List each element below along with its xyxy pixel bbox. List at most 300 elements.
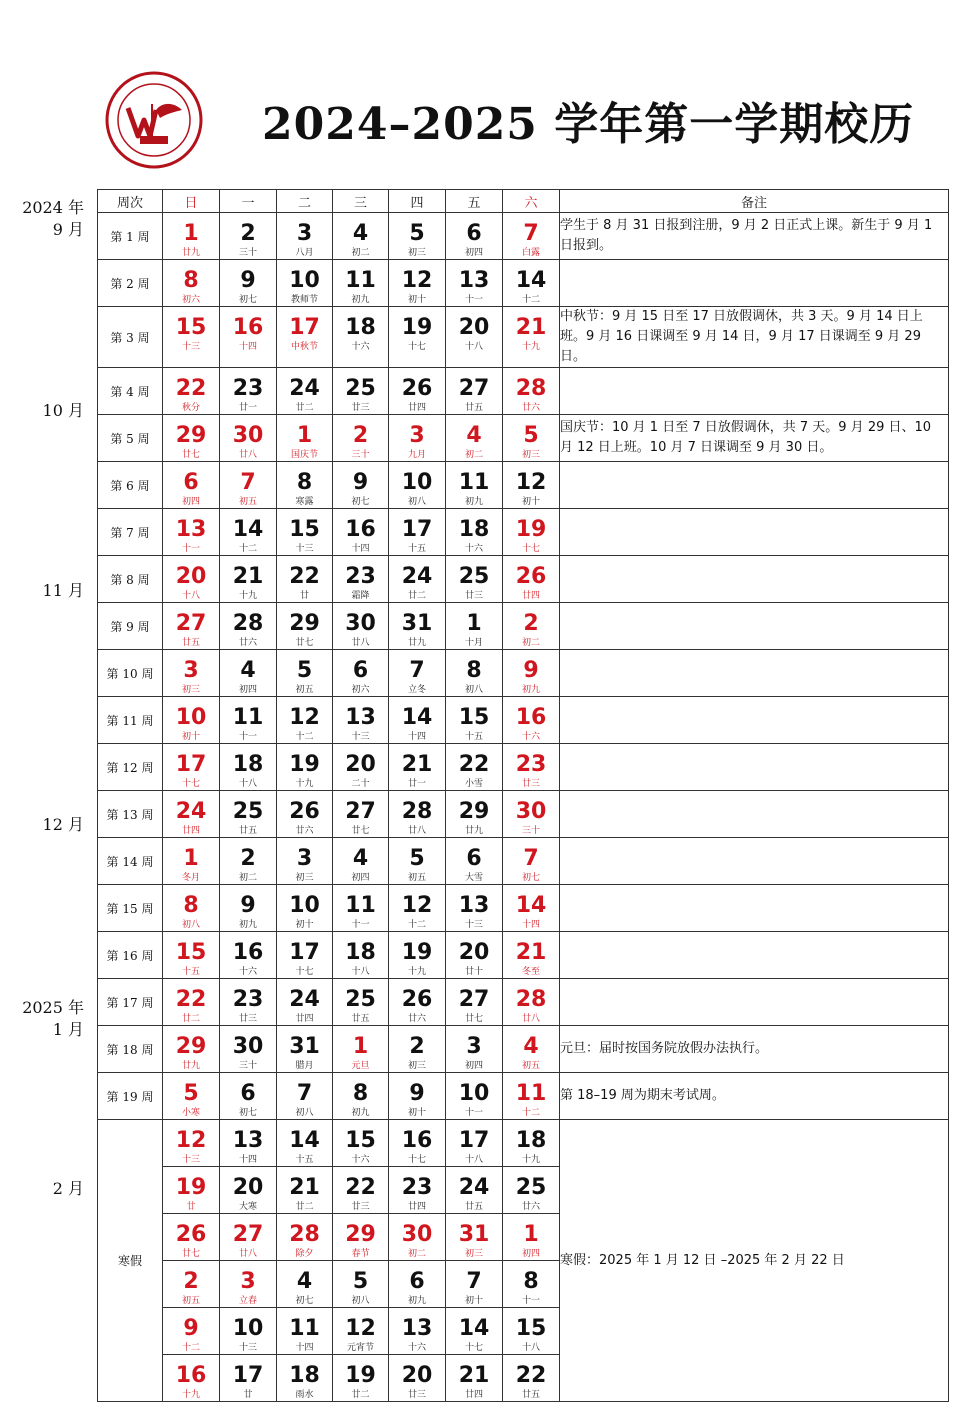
day-cell bbox=[446, 885, 503, 932]
day-number: 14 bbox=[515, 268, 547, 293]
day-cell bbox=[446, 932, 503, 979]
lunar-date: 十三 bbox=[238, 1343, 257, 1353]
day-number: 9 bbox=[240, 268, 256, 293]
day-number: 16 bbox=[175, 1363, 207, 1388]
day-number: 19 bbox=[401, 940, 433, 965]
lunar-date: 廿 bbox=[243, 1390, 253, 1400]
day-header-fri: 五 bbox=[446, 190, 503, 213]
day-cell bbox=[163, 650, 220, 697]
day-cell bbox=[277, 650, 333, 697]
lunar-date: 初三 bbox=[295, 873, 314, 883]
week-row bbox=[98, 744, 949, 791]
day-number: 1 bbox=[466, 611, 482, 636]
note-cell bbox=[560, 650, 949, 697]
week-label: 第 15 周 bbox=[98, 885, 163, 932]
day-number: 14 bbox=[289, 1128, 320, 1153]
week-label: 第 19 周 bbox=[98, 1073, 163, 1120]
day-number: 8 bbox=[296, 470, 313, 495]
day-number: 16 bbox=[401, 1128, 433, 1153]
lunar-date: 国庆节 bbox=[290, 450, 318, 460]
day-cell bbox=[220, 1261, 277, 1308]
day-number: 15 bbox=[175, 940, 207, 965]
day-number: 21 bbox=[515, 940, 547, 965]
day-cell bbox=[163, 1308, 220, 1355]
day-number: 12 bbox=[289, 705, 320, 730]
day-cell bbox=[277, 838, 333, 885]
lunar-date: 冬月 bbox=[181, 873, 200, 883]
day-cell bbox=[277, 791, 333, 838]
day-number: 5 bbox=[409, 221, 425, 246]
day-number: 27 bbox=[175, 611, 207, 636]
day-cell bbox=[333, 1120, 389, 1167]
day-number: 16 bbox=[515, 705, 547, 730]
lunar-date: 初十 bbox=[407, 295, 426, 305]
day-cell bbox=[503, 213, 560, 260]
day-number: 19 bbox=[289, 752, 320, 777]
day-cell bbox=[389, 885, 446, 932]
day-cell bbox=[163, 1214, 220, 1261]
lunar-date: 廿七 bbox=[464, 1014, 483, 1024]
day-cell bbox=[333, 1214, 389, 1261]
lunar-date: 廿五 bbox=[464, 1202, 483, 1212]
week-label: 第 2 周 bbox=[98, 260, 163, 307]
lunar-date: 十七 bbox=[181, 779, 200, 789]
day-number: 20 bbox=[175, 564, 207, 589]
day-cell bbox=[389, 462, 446, 509]
day-number: 14 bbox=[232, 517, 264, 542]
lunar-date: 初四 bbox=[238, 685, 257, 695]
day-number: 26 bbox=[401, 376, 433, 401]
lunar-date: 十二 bbox=[407, 920, 426, 930]
lunar-date: 初四 bbox=[181, 497, 200, 507]
day-number: 14 bbox=[401, 705, 433, 730]
day-number: 1 bbox=[523, 1222, 539, 1247]
lunar-date: 初五 bbox=[181, 1296, 200, 1306]
lunar-date: 廿五 bbox=[238, 826, 257, 836]
day-cell bbox=[277, 1308, 333, 1355]
day-number: 28 bbox=[515, 987, 547, 1012]
day-cell bbox=[389, 509, 446, 556]
day-cell bbox=[163, 791, 220, 838]
day-number: 2 bbox=[240, 846, 256, 871]
note-cell bbox=[560, 462, 949, 509]
day-number: 29 bbox=[175, 1034, 207, 1059]
day-cell bbox=[163, 979, 220, 1026]
lunar-date: 廿八 bbox=[238, 450, 257, 460]
lunar-date: 初三 bbox=[521, 450, 540, 460]
day-cell bbox=[389, 213, 446, 260]
lunar-date: 初五 bbox=[407, 873, 426, 883]
day-cell bbox=[503, 979, 560, 1026]
day-cell bbox=[446, 509, 503, 556]
day-number: 23 bbox=[345, 564, 376, 589]
day-number: 2 bbox=[352, 423, 369, 448]
lunar-date: 立冬 bbox=[407, 685, 426, 695]
lunar-date: 十二 bbox=[295, 732, 314, 742]
lunar-date: 廿八 bbox=[238, 1249, 257, 1259]
lunar-date: 初二 bbox=[407, 1249, 426, 1259]
lunar-date: 初三 bbox=[181, 685, 200, 695]
day-header-wed: 三 bbox=[333, 190, 389, 213]
day-number: 22 bbox=[175, 376, 207, 401]
day-number: 6 bbox=[409, 1269, 425, 1294]
day-cell bbox=[446, 650, 503, 697]
note-cell bbox=[560, 744, 949, 791]
week-row bbox=[98, 368, 949, 415]
day-number: 27 bbox=[458, 987, 490, 1012]
lunar-date: 廿二 bbox=[407, 591, 426, 601]
lunar-date: 初三 bbox=[407, 1061, 426, 1071]
day-cell bbox=[446, 1261, 503, 1308]
day-cell bbox=[277, 368, 333, 415]
lunar-date: 廿四 bbox=[407, 403, 426, 413]
week-label: 第 18 周 bbox=[98, 1026, 163, 1073]
day-number: 18 bbox=[289, 1363, 320, 1388]
lunar-date: 初九 bbox=[238, 920, 257, 930]
day-number: 11 bbox=[345, 893, 376, 918]
lunar-date: 十五 bbox=[181, 967, 200, 977]
day-number: 6 bbox=[466, 221, 482, 246]
day-number: 17 bbox=[232, 1363, 264, 1388]
day-number: 9 bbox=[352, 470, 369, 495]
day-number: 16 bbox=[232, 315, 264, 340]
winter-note: 寒假：2025 年 1 月 12 日 –2025 年 2 月 22 日 bbox=[560, 1120, 949, 1402]
day-cell bbox=[333, 415, 389, 462]
week-row bbox=[98, 556, 949, 603]
day-cell bbox=[163, 213, 220, 260]
lunar-date: 廿二 bbox=[351, 1390, 370, 1400]
day-cell bbox=[503, 885, 560, 932]
day-number: 19 bbox=[175, 1175, 207, 1200]
day-number: 16 bbox=[345, 517, 376, 542]
lunar-date: 十七 bbox=[464, 1343, 483, 1353]
day-cell bbox=[503, 932, 560, 979]
day-cell bbox=[503, 1261, 560, 1308]
day-number: 3 bbox=[240, 1269, 256, 1294]
day-cell bbox=[220, 650, 277, 697]
lunar-date: 雨水 bbox=[295, 1390, 314, 1400]
lunar-date: 十六 bbox=[464, 544, 483, 554]
day-number: 30 bbox=[515, 799, 547, 824]
day-number: 18 bbox=[345, 940, 376, 965]
note-cell bbox=[560, 260, 949, 307]
day-number: 30 bbox=[232, 423, 264, 448]
day-cell bbox=[333, 509, 389, 556]
day-cell bbox=[163, 307, 220, 368]
day-number: 18 bbox=[345, 315, 376, 340]
lunar-date: 八月 bbox=[295, 248, 314, 258]
day-cell bbox=[163, 415, 220, 462]
lunar-date: 廿四 bbox=[181, 826, 200, 836]
lunar-date: 三十 bbox=[351, 450, 370, 460]
day-number: 15 bbox=[458, 705, 490, 730]
lunar-date: 廿七 bbox=[181, 450, 200, 460]
day-cell bbox=[503, 260, 560, 307]
day-cell bbox=[503, 1355, 560, 1402]
lunar-date: 十八 bbox=[181, 591, 200, 601]
day-number: 15 bbox=[289, 517, 320, 542]
day-number: 17 bbox=[458, 1128, 490, 1153]
lunar-date: 十四 bbox=[238, 342, 257, 352]
lunar-date: 十一 bbox=[521, 1296, 540, 1306]
day-cell bbox=[389, 1120, 446, 1167]
day-cell bbox=[333, 838, 389, 885]
day-number: 21 bbox=[458, 1363, 490, 1388]
day-cell bbox=[333, 1308, 389, 1355]
day-number: 8 bbox=[523, 1269, 539, 1294]
day-number: 9 bbox=[183, 1316, 199, 1341]
day-cell bbox=[163, 1073, 220, 1120]
lunar-date: 十四 bbox=[351, 544, 370, 554]
day-number: 2 bbox=[409, 1034, 425, 1059]
day-number: 8 bbox=[183, 268, 199, 293]
day-number: 10 bbox=[401, 470, 433, 495]
day-number: 12 bbox=[401, 893, 433, 918]
lunar-date: 初十 bbox=[295, 920, 314, 930]
lunar-date: 廿三 bbox=[464, 591, 483, 601]
day-cell bbox=[277, 932, 333, 979]
lunar-date: 廿八 bbox=[407, 826, 426, 836]
day-cell bbox=[277, 415, 333, 462]
month-label: 2 月 bbox=[52, 1179, 84, 1198]
day-number: 12 bbox=[515, 470, 547, 495]
day-cell bbox=[446, 307, 503, 368]
day-number: 17 bbox=[289, 940, 320, 965]
day-cell bbox=[277, 1073, 333, 1120]
day-cell bbox=[446, 556, 503, 603]
lunar-date: 初八 bbox=[407, 497, 426, 507]
day-number: 28 bbox=[289, 1222, 320, 1247]
lunar-date: 廿五 bbox=[351, 1014, 370, 1024]
day-cell bbox=[389, 1026, 446, 1073]
day-number: 11 bbox=[232, 705, 264, 730]
day-number: 29 bbox=[175, 423, 207, 448]
day-number: 4 bbox=[296, 1269, 313, 1294]
lunar-date: 中秋节 bbox=[290, 342, 318, 352]
lunar-date: 初九 bbox=[407, 1296, 426, 1306]
day-cell bbox=[163, 556, 220, 603]
day-number: 31 bbox=[401, 611, 433, 636]
day-cell bbox=[163, 368, 220, 415]
lunar-date: 十月 bbox=[464, 638, 483, 648]
day-number: 15 bbox=[515, 1316, 547, 1341]
note-cell bbox=[560, 838, 949, 885]
day-cell bbox=[389, 1073, 446, 1120]
day-number: 9 bbox=[523, 658, 539, 683]
lunar-date: 廿四 bbox=[521, 591, 540, 601]
day-number: 5 bbox=[183, 1081, 199, 1106]
day-number: 10 bbox=[289, 893, 320, 918]
day-cell bbox=[220, 838, 277, 885]
day-number: 5 bbox=[352, 1269, 369, 1294]
month-label: 11 月 bbox=[42, 581, 84, 600]
day-cell bbox=[163, 838, 220, 885]
day-number: 3 bbox=[296, 846, 313, 871]
week-label: 第 12 周 bbox=[98, 744, 163, 791]
lunar-date: 廿三 bbox=[407, 1390, 426, 1400]
lunar-date: 廿二 bbox=[295, 1202, 314, 1212]
day-cell bbox=[220, 697, 277, 744]
day-number: 29 bbox=[458, 799, 490, 824]
day-cell bbox=[333, 213, 389, 260]
lunar-date: 初八 bbox=[464, 685, 483, 695]
lunar-date: 初七 bbox=[521, 873, 540, 883]
lunar-date: 初五 bbox=[238, 497, 257, 507]
day-number: 10 bbox=[289, 268, 320, 293]
lunar-date: 小雪 bbox=[464, 779, 483, 789]
lunar-date: 十一 bbox=[238, 732, 257, 742]
day-cell bbox=[503, 1308, 560, 1355]
day-number: 13 bbox=[345, 705, 376, 730]
day-cell bbox=[277, 744, 333, 791]
note-cell bbox=[560, 885, 949, 932]
lunar-date: 十一 bbox=[351, 920, 370, 930]
day-number: 28 bbox=[232, 611, 264, 636]
lunar-date: 廿四 bbox=[407, 1202, 426, 1212]
day-header-thu: 四 bbox=[389, 190, 446, 213]
day-number: 21 bbox=[289, 1175, 320, 1200]
day-cell bbox=[220, 932, 277, 979]
note-cell bbox=[560, 556, 949, 603]
day-header-tue: 二 bbox=[277, 190, 333, 213]
day-cell bbox=[277, 979, 333, 1026]
day-cell bbox=[446, 1026, 503, 1073]
lunar-date: 十二 bbox=[521, 295, 540, 305]
week-label: 第 8 周 bbox=[98, 556, 163, 603]
day-cell bbox=[503, 650, 560, 697]
lunar-date: 廿二 bbox=[181, 1014, 200, 1024]
day-number: 4 bbox=[240, 658, 256, 683]
lunar-date: 初三 bbox=[407, 248, 426, 258]
day-number: 26 bbox=[515, 564, 547, 589]
lunar-date: 冬至 bbox=[521, 967, 540, 977]
lunar-date: 初九 bbox=[351, 295, 370, 305]
day-number: 27 bbox=[345, 799, 376, 824]
day-cell bbox=[389, 932, 446, 979]
lunar-date: 廿五 bbox=[181, 638, 200, 648]
week-row bbox=[98, 885, 949, 932]
lunar-date: 初十 bbox=[181, 732, 200, 742]
lunar-date: 初四 bbox=[351, 873, 370, 883]
day-number: 12 bbox=[401, 268, 433, 293]
day-number: 6 bbox=[240, 1081, 256, 1106]
day-number: 19 bbox=[401, 315, 433, 340]
day-cell bbox=[389, 603, 446, 650]
day-number: 20 bbox=[401, 1363, 433, 1388]
lunar-date: 十七 bbox=[407, 342, 426, 352]
lunar-date: 十六 bbox=[351, 1155, 370, 1165]
lunar-date: 廿九 bbox=[407, 638, 426, 648]
lunar-date: 初三 bbox=[464, 1249, 483, 1259]
day-cell bbox=[389, 1355, 446, 1402]
day-cell bbox=[333, 932, 389, 979]
lunar-date: 寒露 bbox=[295, 497, 314, 507]
day-cell bbox=[446, 1120, 503, 1167]
day-cell bbox=[503, 462, 560, 509]
day-number: 29 bbox=[345, 1222, 376, 1247]
day-cell bbox=[446, 260, 503, 307]
header-row bbox=[98, 190, 949, 213]
lunar-date: 十二 bbox=[181, 1343, 200, 1353]
day-number: 4 bbox=[352, 221, 369, 246]
day-cell bbox=[163, 509, 220, 556]
lunar-date: 十四 bbox=[295, 1343, 314, 1353]
lunar-date: 初五 bbox=[521, 1061, 540, 1071]
note-cell bbox=[560, 603, 949, 650]
day-cell bbox=[389, 1308, 446, 1355]
week-label: 第 17 周 bbox=[98, 979, 163, 1026]
lunar-date: 白露 bbox=[521, 248, 540, 258]
day-number: 11 bbox=[458, 470, 490, 495]
week-row bbox=[98, 697, 949, 744]
lunar-date: 廿六 bbox=[407, 1014, 426, 1024]
day-cell bbox=[389, 979, 446, 1026]
day-number: 31 bbox=[458, 1222, 490, 1247]
day-number: 3 bbox=[466, 1034, 482, 1059]
day-cell bbox=[389, 556, 446, 603]
day-header-sun: 日 bbox=[163, 190, 220, 213]
note-cell bbox=[560, 791, 949, 838]
day-number: 30 bbox=[345, 611, 376, 636]
day-cell bbox=[333, 260, 389, 307]
day-number: 24 bbox=[458, 1175, 490, 1200]
day-cell bbox=[220, 368, 277, 415]
day-cell bbox=[220, 462, 277, 509]
day-cell bbox=[446, 1214, 503, 1261]
day-number: 21 bbox=[515, 315, 547, 340]
lunar-date: 十三 bbox=[181, 342, 200, 352]
day-number: 9 bbox=[240, 893, 256, 918]
day-cell bbox=[277, 697, 333, 744]
day-number: 10 bbox=[232, 1316, 264, 1341]
day-number: 7 bbox=[296, 1081, 313, 1106]
day-number: 4 bbox=[523, 1034, 539, 1059]
day-number: 22 bbox=[458, 752, 490, 777]
day-number: 28 bbox=[401, 799, 433, 824]
week-label: 第 3 周 bbox=[98, 307, 163, 368]
day-cell bbox=[277, 1355, 333, 1402]
lunar-date: 十九 bbox=[521, 1155, 540, 1165]
day-number: 8 bbox=[466, 658, 482, 683]
day-number: 20 bbox=[345, 752, 376, 777]
day-cell bbox=[333, 368, 389, 415]
day-cell bbox=[333, 885, 389, 932]
university-logo-icon bbox=[104, 70, 204, 170]
lunar-date: 十六 bbox=[407, 1343, 426, 1353]
note-cell bbox=[560, 932, 949, 979]
day-number: 21 bbox=[401, 752, 433, 777]
lunar-date: 三十 bbox=[238, 1061, 257, 1071]
day-number: 27 bbox=[458, 376, 490, 401]
lunar-date: 初二 bbox=[238, 873, 257, 883]
day-number: 21 bbox=[232, 564, 264, 589]
day-cell bbox=[446, 744, 503, 791]
lunar-date: 初九 bbox=[351, 1108, 370, 1118]
lunar-date: 初二 bbox=[351, 248, 370, 258]
lunar-date: 十二 bbox=[521, 1108, 540, 1118]
day-cell bbox=[163, 260, 220, 307]
lunar-date: 三十 bbox=[238, 248, 257, 258]
lunar-date: 九月 bbox=[407, 450, 426, 460]
week-label: 第 9 周 bbox=[98, 603, 163, 650]
lunar-date: 初二 bbox=[464, 450, 483, 460]
day-cell bbox=[389, 1214, 446, 1261]
day-cell bbox=[277, 1261, 333, 1308]
day-cell bbox=[503, 556, 560, 603]
day-number: 11 bbox=[345, 268, 376, 293]
week-row bbox=[98, 603, 949, 650]
lunar-date: 十二 bbox=[238, 544, 257, 554]
